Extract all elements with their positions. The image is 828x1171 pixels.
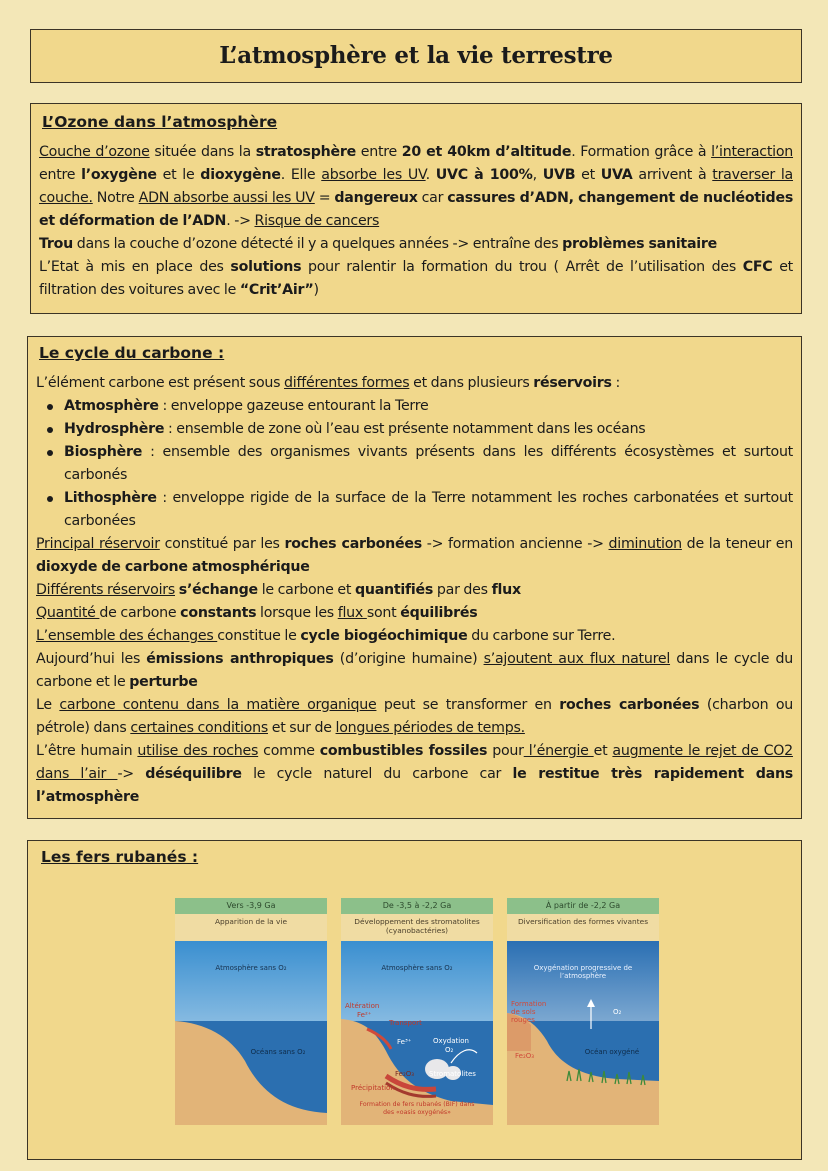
panel-2-subtitle: Développement des stromatolites (cyanobactéries) (341, 914, 493, 941)
reservoir-lithosphere: Lithosphère : enveloppe rigide de la surface de la Terre notamment les roches carbonatées et surtout carbonées (42, 487, 793, 533)
carbon-paragraph-3: Quantité de carbone constants lorsque les flux sont équilibrés (36, 605, 478, 621)
bif-section (27, 840, 802, 1160)
page-title: L’atmosphère et la vie terrestre (219, 42, 613, 69)
reservoir-biosphere: Biosphère : ensemble des organismes vivants présents dans les différents écosystèmes et surtout carbonés (42, 441, 793, 487)
panel-2-oxydation-label: Oxydation (433, 1037, 469, 1045)
panel-2-fe2-label: Fe²⁺ (357, 1011, 372, 1019)
panel-1-period: Vers -3,9 Ga (175, 898, 327, 914)
ozone-section (30, 103, 802, 314)
ozone-paragraph-2: Trou dans la couche d’ozone détecté il y a quelques années -> entraîne des problèmes sanitaire (39, 236, 718, 252)
panel-2-caption: Formation de fers rubanés (BIF) dans des «oasis oxygénés» (359, 1101, 475, 1116)
panel-2-stromatolites-label: Stromatolites (429, 1070, 476, 1078)
title-box (30, 29, 802, 83)
carbon-heading: Le cycle du carbone : (39, 344, 225, 362)
bif-figure (175, 898, 663, 1125)
panel-3-o2-label: O₂ (613, 1008, 622, 1016)
ozone-heading: L’Ozone dans l’atmosphère (42, 113, 278, 131)
panel-2-o2-label: O₂ (445, 1046, 454, 1054)
panel-3-atmosphere-label: Oxygénation progressive de l’atmosphère (533, 964, 633, 980)
ozone-paragraph-3: L’Etat à mis en place des solutions pour ralentir la formation du trou ( Arrêt de l’utilisation des CFC et filtration des voitures avec le “Crit’Air”) (39, 259, 793, 298)
panel-3-subtitle: Diversification des formes vivantes (507, 914, 659, 941)
panel-3-fe2o3-label: Fe₂O₃ (515, 1052, 535, 1060)
reservoir-list (42, 395, 793, 533)
carbon-paragraph-1: Principal réservoir constitué par les roches carbonées -> formation ancienne -> diminution de la teneur en dioxyde de carbone atmosphérique (36, 536, 793, 575)
carbon-paragraph-2: Différents réservoirs s’échange le carbone et quantifiés par des flux (36, 582, 521, 598)
panel-2-transport-label: Transport (389, 1019, 422, 1027)
bif-panel-2 (341, 898, 493, 1125)
panel-2-atmosphere-label: Atmosphère sans O₂ (381, 964, 453, 972)
panel-1-atmosphere-label: Atmosphère sans O₂ (215, 964, 287, 972)
reservoir-atmosphere: Atmosphère : enveloppe gazeuse entourant la Terre (42, 395, 793, 418)
panel-2-alteration-label: Altération (345, 1002, 380, 1010)
bif-panel-3 (507, 898, 659, 1125)
panel-2-period: De -3,5 à -2,2 Ga (341, 898, 493, 914)
carbon-paragraph-7: L’être humain utilise des roches comme combustibles fossiles pour l’énergie et augmente le rejet de CO2 dans l’air -> déséquilibre le cycle naturel du carbone car le restitue très rapidement dans l’atmosphère (36, 743, 793, 805)
panel-2-fe3-label: Fe³⁺ (397, 1038, 412, 1046)
panel-1-subtitle: Apparition de la vie (175, 914, 327, 941)
panel-2-fe2o3-label: Fe₂O₃ (395, 1070, 415, 1078)
panel-3-ocean-label: Océan oxygéné (584, 1048, 640, 1056)
carbon-section (27, 336, 802, 819)
carbon-paragraph-4: L’ensemble des échanges constitue le cycle biogéochimique du carbone sur Terre. (36, 628, 616, 644)
carbon-paragraph-6: Le carbone contenu dans la matière organique peut se transformer en roches carbonées (charbon ou pétrole) dans certaines conditions et sur de longues périodes de temps. (36, 697, 793, 736)
bif-panel-1 (175, 898, 327, 1125)
panel-1-ocean-label: Océans sans O₂ (250, 1048, 306, 1056)
carbon-intro: L’élément carbone est présent sous différentes formes et dans plusieurs réservoirs : (36, 375, 621, 391)
carbon-paragraph-5: Aujourd’hui les émissions anthropiques (d’origine humaine) s’ajoutent aux flux naturel dans le cycle du carbone et le perturbe (36, 651, 793, 690)
panel-3-soils-label: Formation de sols rouges (511, 1000, 547, 1024)
bif-heading: Les fers rubanés : (41, 848, 199, 866)
panel-3-period: À partir de -2,2 Ga (507, 898, 659, 914)
reservoir-hydrosphere: Hydrosphère : ensemble de zone où l’eau est présente notamment dans les océans (42, 418, 793, 441)
panel-2-precipitation-label: Précipitation (351, 1084, 395, 1092)
ozone-paragraph-1: Couche d’ozone située dans la stratosphère entre 20 et 40km d’altitude. Formation grâce à l’interaction entre l’oxygène et le dioxygène. Elle absorbe les UV. UVC à 100%, UVB et UVA arrivent à traverser la couche. Notre ADN absorbe aussi les UV = dangereux car cassures d’ADN, changement de nucléotides et déformation de l’ADN. -> Risque de cancers (39, 144, 794, 229)
